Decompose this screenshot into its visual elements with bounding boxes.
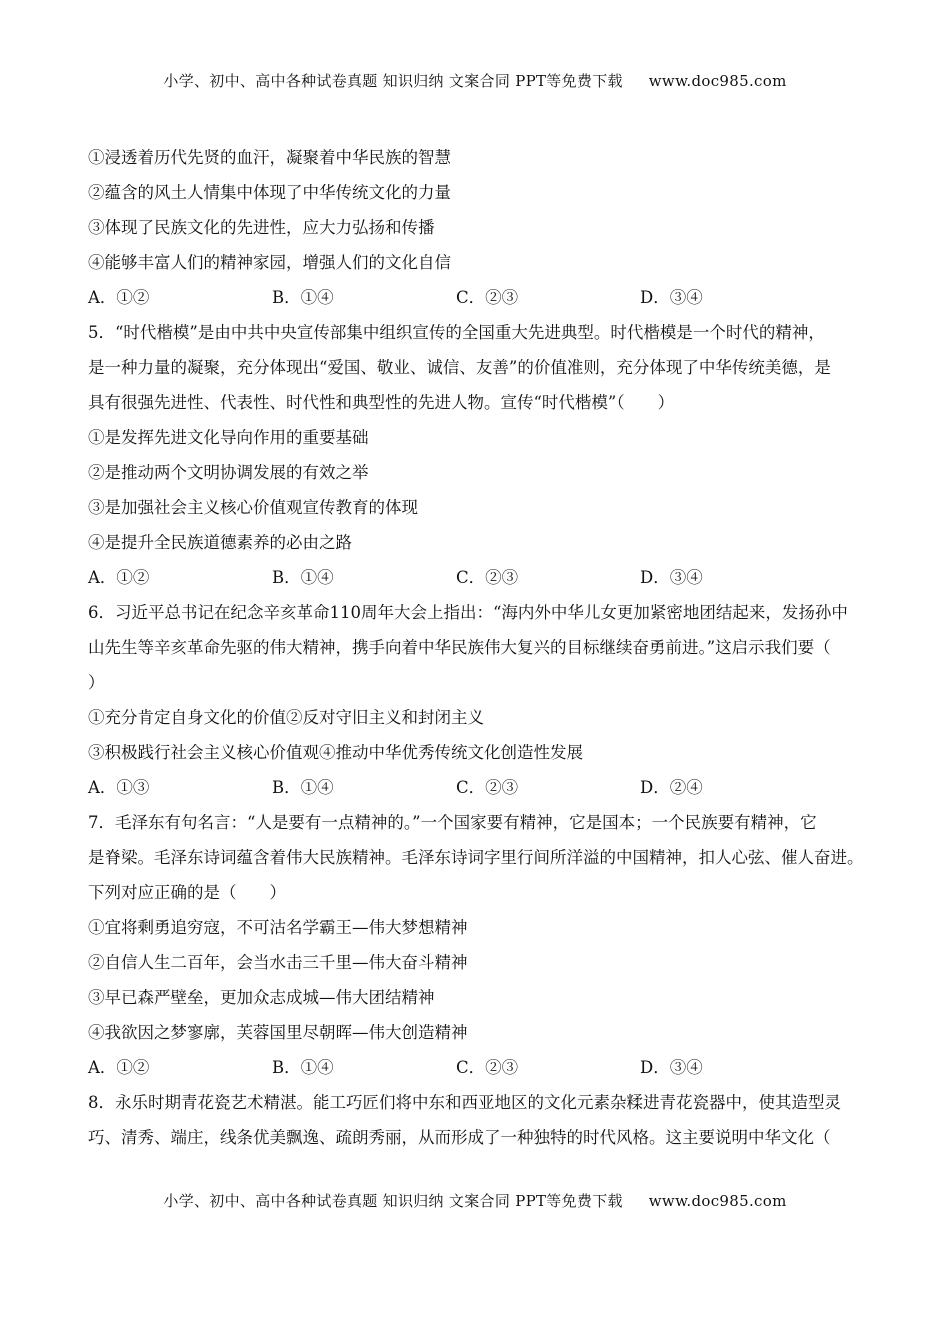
q7-option-a: A．①② — [88, 1058, 150, 1077]
q7-option-b: B．①④ — [272, 1058, 334, 1077]
q4-option-c: C．②③ — [456, 288, 519, 307]
q6-option-b: B．①④ — [272, 778, 334, 797]
q4-item-4: ④能够丰富人们的精神家园，增强人们的文化自信 — [88, 253, 451, 272]
q5-stem-line-2: 是一种力量的凝聚，充分体现出“爱国、敬业、诚信、友善”的价值准则，充分体现了中华传统美德，是 — [88, 358, 831, 377]
q5-option-c: C．②③ — [456, 568, 519, 587]
q4-item-1: ①浸透着历代先贤的血汗，凝聚着中华民族的智慧 — [88, 148, 451, 167]
q5-option-a: A．①② — [88, 568, 150, 587]
footer-site-link[interactable]: www.doc985.com — [648, 1192, 787, 1210]
q6-stem-line-3: ） — [88, 673, 105, 692]
q6-option-d: D．②④ — [640, 778, 703, 797]
q4-options — [88, 280, 878, 315]
q5-options — [88, 560, 878, 595]
q7-option-d: D．③④ — [640, 1058, 703, 1077]
q4-option-a: A．①② — [88, 288, 150, 307]
q8-stem-line-2: 巧、清秀、端庄，线条优美飘逸、疏朗秀丽，从而形成了一种独特的时代风格。这主要说明中华文化（ — [88, 1128, 831, 1147]
q6-item-2: ③积极践行社会主义核心价值观④推动中华优秀传统文化创造性发展 — [88, 743, 583, 762]
q7-item-2: ②自信人生二百年，会当水击三千里—伟大奋斗精神 — [88, 953, 468, 972]
q4-option-d: D．③④ — [640, 288, 703, 307]
q5-stem-line-1: 5．“时代楷模”是由中共中央宣传部集中组织宣传的全国重大先进典型。时代楷模是一个时代的精神， — [88, 323, 825, 342]
q7-item-1: ①宜将剩勇追穷寇，不可沽名学霸王—伟大梦想精神 — [88, 918, 468, 937]
q7-stem-line-2: 是脊梁。毛泽东诗词蕴含着伟大民族精神。毛泽东诗词字里行间所洋溢的中国精神，扣人心弦、催人奋进。 — [88, 848, 864, 867]
q7-item-4: ④我欲因之梦寥廓，芙蓉国里尽朝晖—伟大创造精神 — [88, 1023, 468, 1042]
q6-option-c: C．②③ — [456, 778, 519, 797]
q6-option-a: A．①③ — [88, 778, 150, 797]
q6-item-1: ①充分肯定自身文化的价值②反对守旧主义和封闭主义 — [88, 708, 484, 727]
q7-item-3: ③早已森严壁垒，更加众志成城—伟大团结精神 — [88, 988, 435, 1007]
header-site-link[interactable]: www.doc985.com — [648, 72, 787, 90]
q7-stem-line-1: 7．毛泽东有句名言：“人是要有一点精神的。”一个国家要有精神，它是国本；一个民族要有精神，它 — [88, 813, 817, 832]
q8-stem-line-1: 8．永乐时期青花瓷艺术精湛。能工巧匠们将中东和西亚地区的文化元素杂糅进青花瓷器中，使其造型灵 — [88, 1093, 841, 1112]
question-content — [88, 140, 878, 1155]
header-text: 小学、初中、高中各种试卷真题 知识归纳 文案合同 PPT等免费下载 — [163, 72, 623, 90]
q5-item-1: ①是发挥先进文化导向作用的重要基础 — [88, 428, 369, 447]
q7-stem-line-3: 下列对应正确的是（ ） — [88, 883, 286, 902]
q4-item-2: ②蕴含的风土人情集中体现了中华传统文化的力量 — [88, 183, 451, 202]
q5-option-b: B．①④ — [272, 568, 334, 587]
q5-item-2: ②是推动两个文明协调发展的有效之举 — [88, 463, 369, 482]
q5-item-4: ④是提升全民族道德素养的必由之路 — [88, 533, 352, 552]
q6-stem-line-1: 6．习近平总书记在纪念辛亥革命110周年大会上指出：“海内外中华儿女更加紧密地团结起来，发扬孙中 — [88, 603, 848, 622]
page-footer — [0, 1190, 950, 1211]
q5-option-d: D．③④ — [640, 568, 703, 587]
q5-item-3: ③是加强社会主义核心价值观宣传教育的体现 — [88, 498, 418, 517]
q7-option-c: C．②③ — [456, 1058, 519, 1077]
page-header — [0, 70, 950, 91]
q6-stem-line-2: 山先生等辛亥革命先驱的伟大精神，携手向着中华民族伟大复兴的目标继续奋勇前进。”这启示我们要（ — [88, 638, 831, 657]
footer-text: 小学、初中、高中各种试卷真题 知识归纳 文案合同 PPT等免费下载 — [163, 1192, 623, 1210]
q4-item-3: ③体现了民族文化的先进性，应大力弘扬和传播 — [88, 218, 435, 237]
q4-option-b: B．①④ — [272, 288, 334, 307]
q6-options — [88, 770, 878, 805]
q5-stem-line-3: 具有很强先进性、代表性、时代性和典型性的先进人物。宣传“时代楷模”（ ） — [88, 393, 675, 412]
q7-options — [88, 1050, 878, 1085]
